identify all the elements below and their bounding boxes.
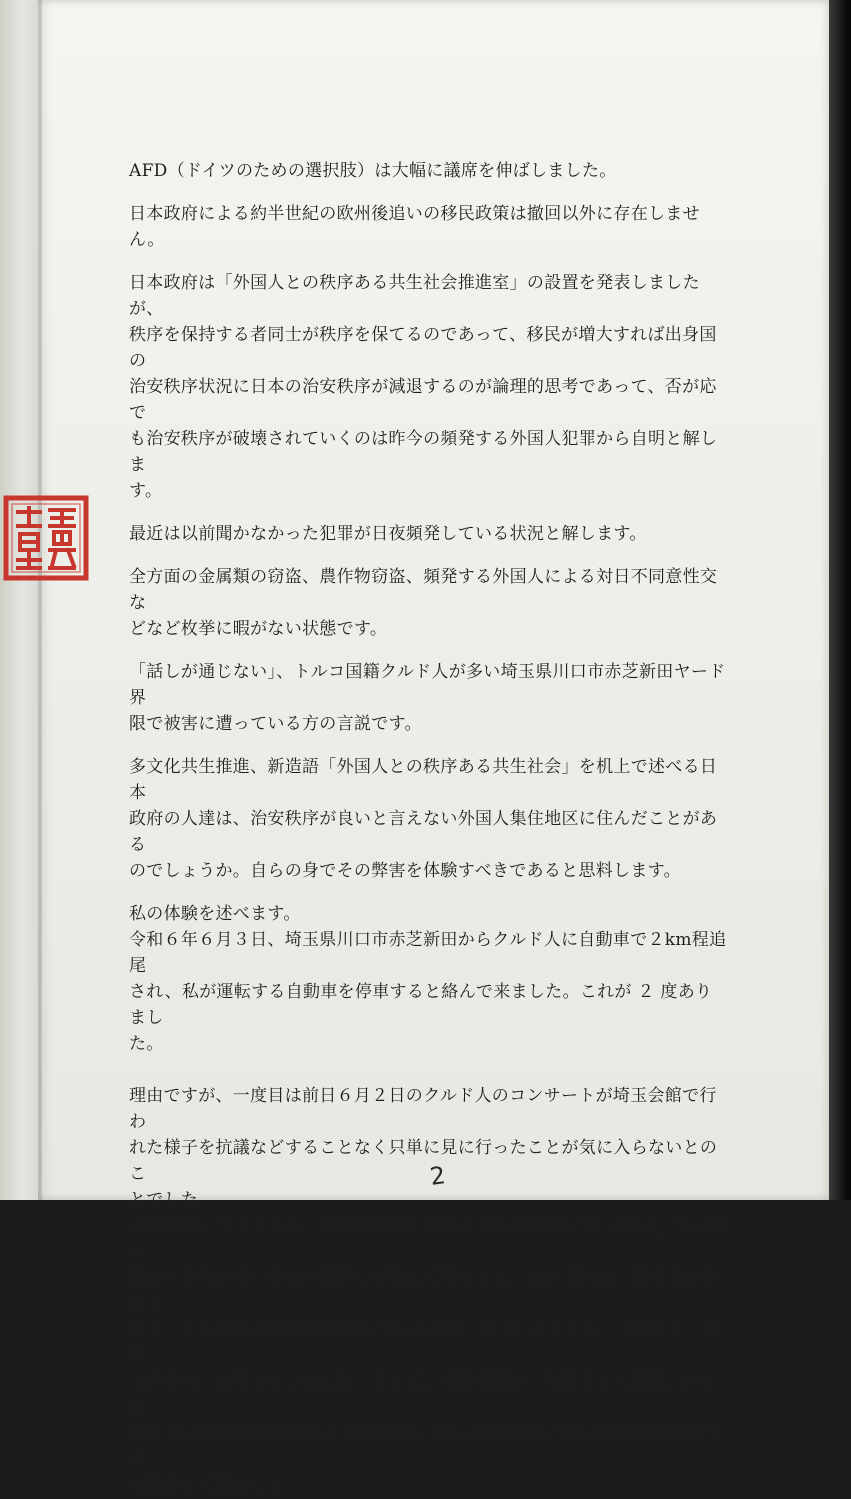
red-hanko-seal-icon [4, 496, 88, 580]
background-edge [829, 0, 851, 1200]
document-body [129, 158, 729, 1499]
page-fold-shadow [38, 0, 42, 1200]
page-number: 2 [428, 1161, 448, 1191]
paragraph-immigration-policy: 日本政府による約半世紀の欧州後追いの移民政策は撤回以外に存在しません。 [129, 204, 700, 250]
paragraph-coexistence-office: 日本政府は「外国人との秩序ある共生社会推進室」の設置を発表しましたが、 秩序を保持する者同士が秩序を保てるのであって、移民が増大すれば出身国の 治安秩序状況に日本の治安秩序が減退するのが論理的思考であって、否が応で も治安秩序が破壊されていくのは昨今の頻発する外国人犯罪から自明と解しま す。 [129, 273, 718, 501]
paragraph-multicultural: 多文化共生推進、新造語「外国人との秩序ある共生社会」を机上で述べる日本 政府の人達は、治安秩序が良いと言えない外国人集住地区に住んだことがある のでしょうか。自らの身でその弊害を体験すべきであると思料します。 [129, 757, 718, 881]
paragraph-afd: AFD（ドイツのための選択肢）は大幅に議席を伸ばしました。 [129, 161, 617, 181]
paragraph-victim-quote: 「話しが通じない」、トルコ国籍クルド人が多い埼玉県川口市赤芝新田ヤード界 限で被害に遭っている方の言説です。 [129, 662, 726, 734]
paragraph-experience: 私の体験を述べます。 令和６年６月３日、埼玉県川口市赤芝新田からクルド人に自動車で２km程追尾 され、私が運転する自動車を停車すると絡んで来ました。これが ２ 度ありまし た。 [129, 904, 727, 1054]
underlying-page-edge [0, 0, 40, 1200]
paragraph-recent-crimes: 最近は以前聞かなかった犯罪が日夜頻発している状況と解します。 [129, 524, 647, 544]
paragraph-theft: 全方面の金属類の窃盗、農作物窃盗、頻発する外国人による対日不同意性交な どなど枚挙に暇がない状態です。 [129, 567, 718, 639]
paragraph-reasons: 理由ですが、一度目は前日６月２日のクルド人のコンサートが埼玉会館で行わ れた様子を抗議などすることなく只単に見に行ったことが気に入らないとのこ とでした。 二度目は、クルド人が「会社を撮影しただろ（私は撮影していない）」との言い 掛かりを付けていきなり撮影して絡んで来ました。この人物は「日本人に学ばせ せる」との発言をSNS動画でしていたので「どういうことか」と聞くと「日本 人が学べ」と言っていました。そして、川口市道と「川口さくら霊園」の土地 を自分の土地と虚偽を述べ（後判明）、それを根拠として自撮り映像を消すよう に強要して来ました。 [129, 1086, 726, 1496]
